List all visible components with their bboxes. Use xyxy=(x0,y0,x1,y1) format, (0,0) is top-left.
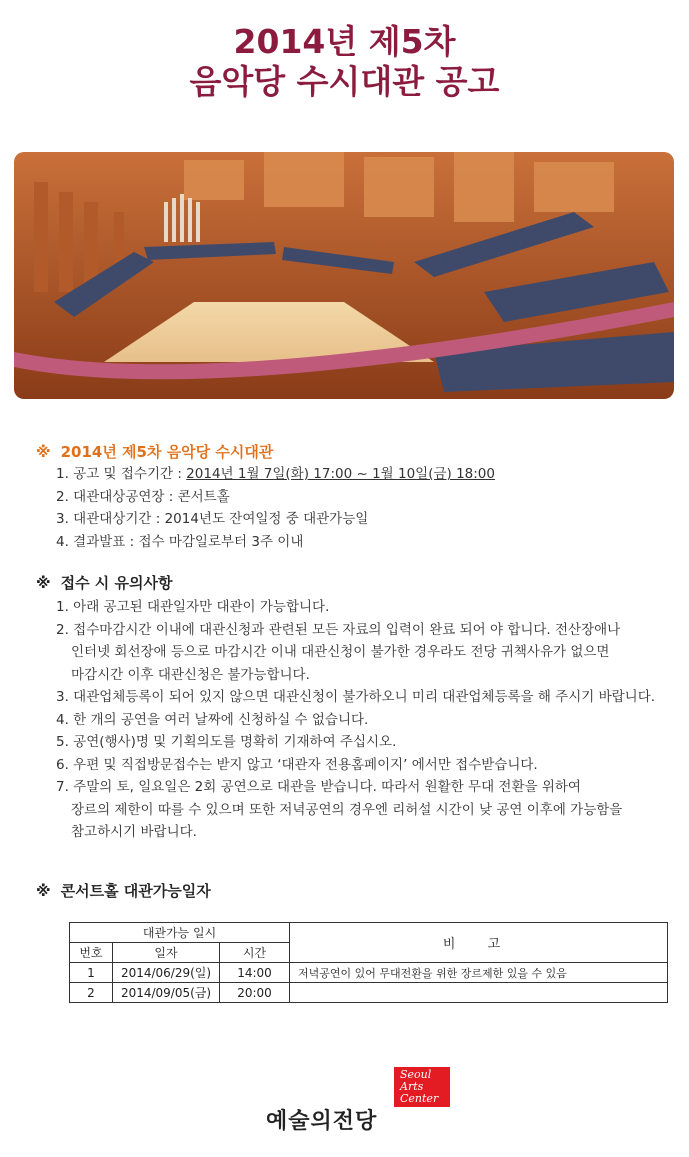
reference-mark: ※ xyxy=(36,442,51,461)
table-row: 1 2014/06/29(일) 14:00 저녁공연이 있어 무대전환을 위한 장르제한 있을 수 있음 xyxy=(70,963,668,983)
list-item: 4. 한 개의 공연을 여러 날짜에 신청하실 수 없습니다. xyxy=(56,711,369,728)
application-period: 2014년 1월 7일(화) 17:00 ~ 1월 10일(금) 18:00 xyxy=(186,466,495,482)
list-item: 2. 접수마감시간 이내에 대관신청과 관련된 모든 자료의 입력이 완료 되어 야 합니다. 전산장애나 인터넷 회선장애 등으로 마감시간 이내 대관신청이 불가한 경우라도 전당 귀책사유가 없으면 마감시간 이후 대관신청은 불가능합니다. xyxy=(56,621,621,683)
table-row: 2 2014/09/05(금) 20:00 xyxy=(70,983,668,1003)
list-item: 1. 공고 및 접수기간 : 2014년 1월 7일(화) 17:00 ~ 1월 10일(금) 18:00 xyxy=(56,466,495,482)
section-heading-text: 2014년 제5차 음악당 수시대관 xyxy=(60,443,274,461)
list-item: 2. 대관대상공연장 : 콘서트홀 xyxy=(56,488,230,505)
list-item: 4. 결과발표 : 접수 마감일로부터 3주 이내 xyxy=(56,533,304,550)
reference-mark: ※ xyxy=(36,573,51,592)
col-header-time: 시간 xyxy=(220,943,290,963)
available-dates-table xyxy=(69,922,668,1003)
section-heading-available-dates xyxy=(36,880,211,901)
rental-info-list xyxy=(56,463,495,553)
list-item: 1. 아래 공고된 대관일자만 대관이 가능합니다. xyxy=(56,599,330,615)
list-item: 7. 주말의 토, 일요일은 2회 공연으로 대관을 받습니다. 따라서 원활한 무대 전환을 위하여 장르의 제한이 따를 수 있으며 또한 저녁공연의 경우엔 리허설 시간이 낮 공연 이후에 가능함을 참고하시기 바랍니다. xyxy=(56,779,623,840)
section-heading-text: 콘서트홀 대관가능일자 xyxy=(60,882,211,900)
concert-hall-photo xyxy=(14,152,674,399)
group-header: 대관가능 일시 xyxy=(70,923,290,943)
list-item: 3. 대관대상기간 : 2014년도 잔여일정 중 대관가능일 xyxy=(56,511,369,527)
list-item: 3. 대관업체등록이 되어 있지 않으면 대관신청이 불가하오니 미리 대관업체등록을 해 주시기 바랍니다. xyxy=(56,689,656,705)
seoul-arts-center-logo-name: 예술의전당 xyxy=(266,1109,378,1134)
title-line-1: 2014년 제5차 xyxy=(233,22,456,61)
notes-list xyxy=(56,596,655,844)
section-heading-text: 접수 시 유의사항 xyxy=(60,574,173,592)
col-header-no: 번호 xyxy=(70,943,113,963)
seoul-arts-center-logo-box: Seoul Arts Center xyxy=(394,1067,450,1107)
title-line-2: 음악당 수시대관 공고 xyxy=(189,62,500,101)
page-title xyxy=(0,22,689,102)
col-header-date: 일자 xyxy=(113,943,220,963)
section-heading-notes xyxy=(36,572,172,593)
section-heading-rental xyxy=(36,441,273,462)
remark-header: 비 고 xyxy=(290,923,668,963)
list-item: 5. 공연(행사)명 및 기획의도를 명확히 기재하여 주십시오. xyxy=(56,734,397,750)
reference-mark: ※ xyxy=(36,881,51,900)
list-item: 6. 우편 및 직접방문접수는 받지 않고 ‘대관자 전용홈페이지’ 에서만 접수받습니다. xyxy=(56,756,538,773)
